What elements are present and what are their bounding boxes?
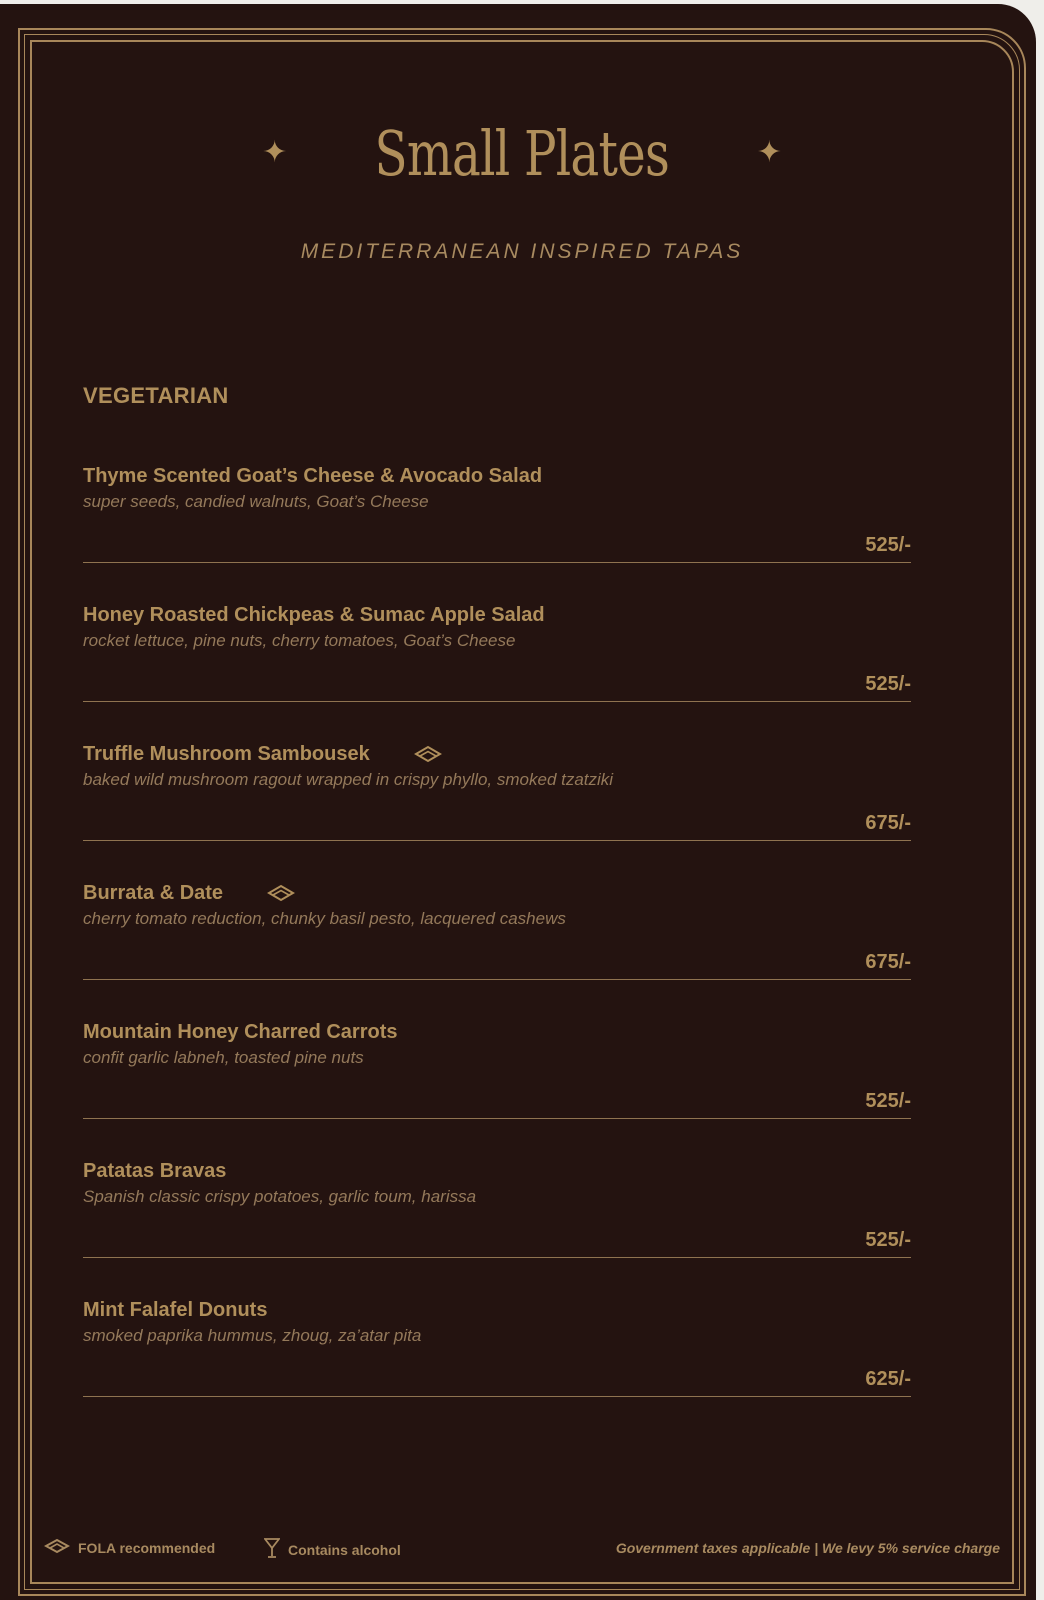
- page-subtitle: MEDITERRANEAN INSPIRED TAPAS: [300, 240, 744, 263]
- recommended-icon: [267, 884, 297, 902]
- ornament-star-icon: ✦: [262, 135, 288, 170]
- menu-item-description: cherry tomato reduction, chunky basil pesto, lacquered cashews: [83, 909, 566, 928]
- menu-item: [83, 601, 911, 741]
- menu-item-divider: [83, 1396, 911, 1397]
- menu-item-description: super seeds, candied walnuts, Goat’s Cheese: [83, 492, 429, 511]
- menu-item-divider: [83, 840, 911, 841]
- menu-item-name-row: [83, 601, 545, 629]
- menu-item-price: 625/-: [865, 1368, 911, 1390]
- menu-item-price: 525/-: [865, 534, 911, 556]
- menu-item-description: confit garlic labneh, toasted pine nuts: [83, 1048, 364, 1067]
- menu-item-name: Burrata & Date: [83, 881, 224, 904]
- menu-item-price: 525/-: [865, 673, 911, 695]
- menu-item-divider: [83, 979, 911, 980]
- section-heading: VEGETARIAN: [83, 383, 229, 408]
- menu-item-price: 525/-: [865, 1229, 911, 1251]
- menu-item: [83, 879, 911, 1019]
- menu-item-price: 675/-: [865, 951, 911, 973]
- legend-recommended: [44, 1538, 215, 1557]
- cocktail-glass-icon: [264, 1538, 280, 1561]
- menu-item-divider: [83, 1257, 911, 1258]
- recommended-icon: [44, 1538, 70, 1557]
- menu-item: [83, 1018, 911, 1158]
- menu-item: [83, 462, 911, 602]
- legend-alcohol-label: Contains alcohol: [288, 1541, 401, 1558]
- menu-item-name: Truffle Mushroom Sambousek: [83, 742, 370, 765]
- menu-item-name: Mint Falafel Donuts: [83, 1298, 268, 1321]
- menu-item-description: smoked paprika hummus, zhoug, za’atar pita: [83, 1326, 422, 1345]
- menu-item-name: Patatas Bravas: [83, 1159, 227, 1182]
- menu-item-name-row: [83, 1296, 267, 1324]
- menu-item: [83, 1296, 911, 1436]
- menu-item-description: rocket lettuce, pine nuts, cherry tomatoes, Goat’s Cheese: [83, 631, 516, 650]
- menu-item-name-row: [83, 1018, 397, 1046]
- service-charge-note: Government taxes applicable | We levy 5% service charge: [615, 1540, 1000, 1556]
- menu-item-divider: [83, 1118, 911, 1119]
- legend-alcohol: [264, 1538, 401, 1561]
- menu-item-name-row: [83, 462, 542, 490]
- menu-item: [83, 740, 911, 880]
- menu-item-divider: [83, 701, 911, 702]
- menu-item: [83, 1157, 911, 1297]
- menu-item-name: Thyme Scented Goat’s Cheese & Avocado Salad: [83, 464, 543, 487]
- menu-item-price: 675/-: [865, 812, 911, 834]
- recommended-icon: [414, 745, 444, 763]
- page-title: Small Plates: [374, 116, 670, 190]
- menu-item-name-row: [83, 1157, 226, 1185]
- menu-item-divider: [83, 562, 911, 563]
- menu-item-description: Spanish classic crispy potatoes, garlic toum, harissa: [83, 1187, 477, 1206]
- menu-item-price: 525/-: [865, 1090, 911, 1112]
- menu-item-name-row: [83, 879, 297, 907]
- footer: [44, 1538, 1000, 1562]
- ornament-star-icon: ✦: [756, 135, 782, 170]
- title-row: [0, 108, 1044, 198]
- menu-item-name: Honey Roasted Chickpeas & Sumac Apple Salad: [83, 603, 545, 626]
- menu-item-description: baked wild mushroom ragout wrapped in crispy phyllo, smoked tzatziki: [83, 770, 614, 789]
- legend-recommended-label: FOLA recommended: [78, 1539, 216, 1556]
- menu-item-name-row: [83, 740, 444, 768]
- menu-item-name: Mountain Honey Charred Carrots: [83, 1020, 398, 1043]
